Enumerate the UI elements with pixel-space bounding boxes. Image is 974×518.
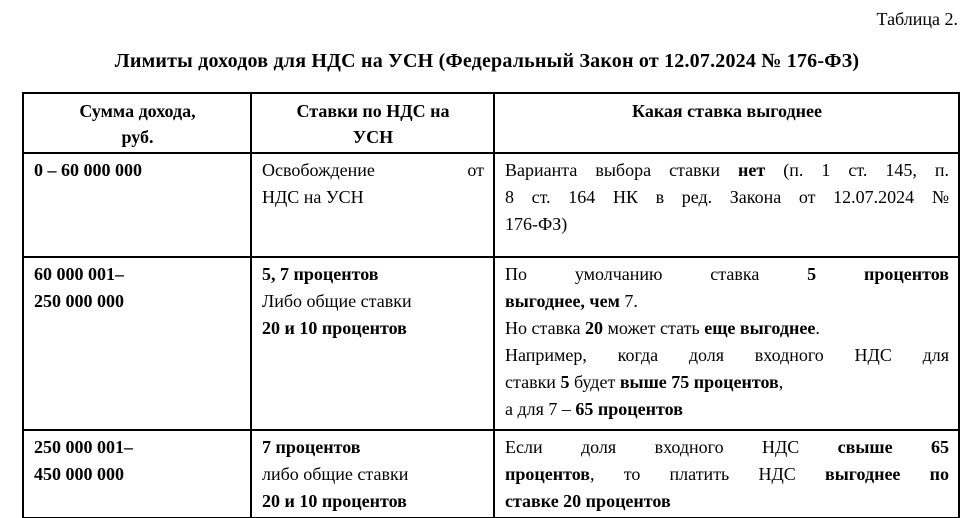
header-cell-income-sum: Сумма дохода, руб. — [23, 93, 251, 153]
table-header-row — [23, 93, 959, 153]
document-title: Лимиты доходов для НДС на УСН (Федеральный Закон от 12.07.2024 № 176-ФЗ) — [114, 50, 860, 72]
table-row — [23, 257, 959, 430]
table-row — [23, 153, 959, 257]
table-number-label: Таблица 2. — [876, 9, 958, 29]
cell-row2-rates: 5, 7 процентов Либо общие ставки 20 и 10 процентов — [251, 257, 494, 430]
table-row — [23, 430, 959, 518]
cell-row2-best: По умолчанию ставка 5 процентов выгоднее, чем 7. Но ставка 20 может стать еще выгоднее. Например, когда доля входного НДС для ставки 5 будет выше 75 процентов, а для 7 – 65 процентов — [494, 257, 959, 430]
cell-row3-best: Если доля входного НДС свыше 65 процентов, то платить НДС выгоднее по ставке 20 процентов — [494, 430, 959, 518]
income-limits-table — [22, 92, 960, 518]
header-cell-vat-rates: Ставки по НДС на УСН — [251, 93, 494, 153]
cell-row1-rates: Освобождение от НДС на УСН — [251, 153, 494, 257]
header-cell-best-rate: Какая ставка выгоднее — [494, 93, 959, 153]
cell-row2-income: 60 000 001– 250 000 000 — [23, 257, 251, 430]
cell-row3-rates: 7 процентов либо общие ставки 20 и 10 процентов — [251, 430, 494, 518]
cell-row3-income: 250 000 001– 450 000 000 — [23, 430, 251, 518]
cell-row1-best: Варианта выбора ставки нет (п. 1 ст. 145, п. 8 ст. 164 НК в ред. Закона от 12.07.2024 № 176-ФЗ) — [494, 153, 959, 257]
cell-row1-income: 0 – 60 000 000 — [23, 153, 251, 257]
